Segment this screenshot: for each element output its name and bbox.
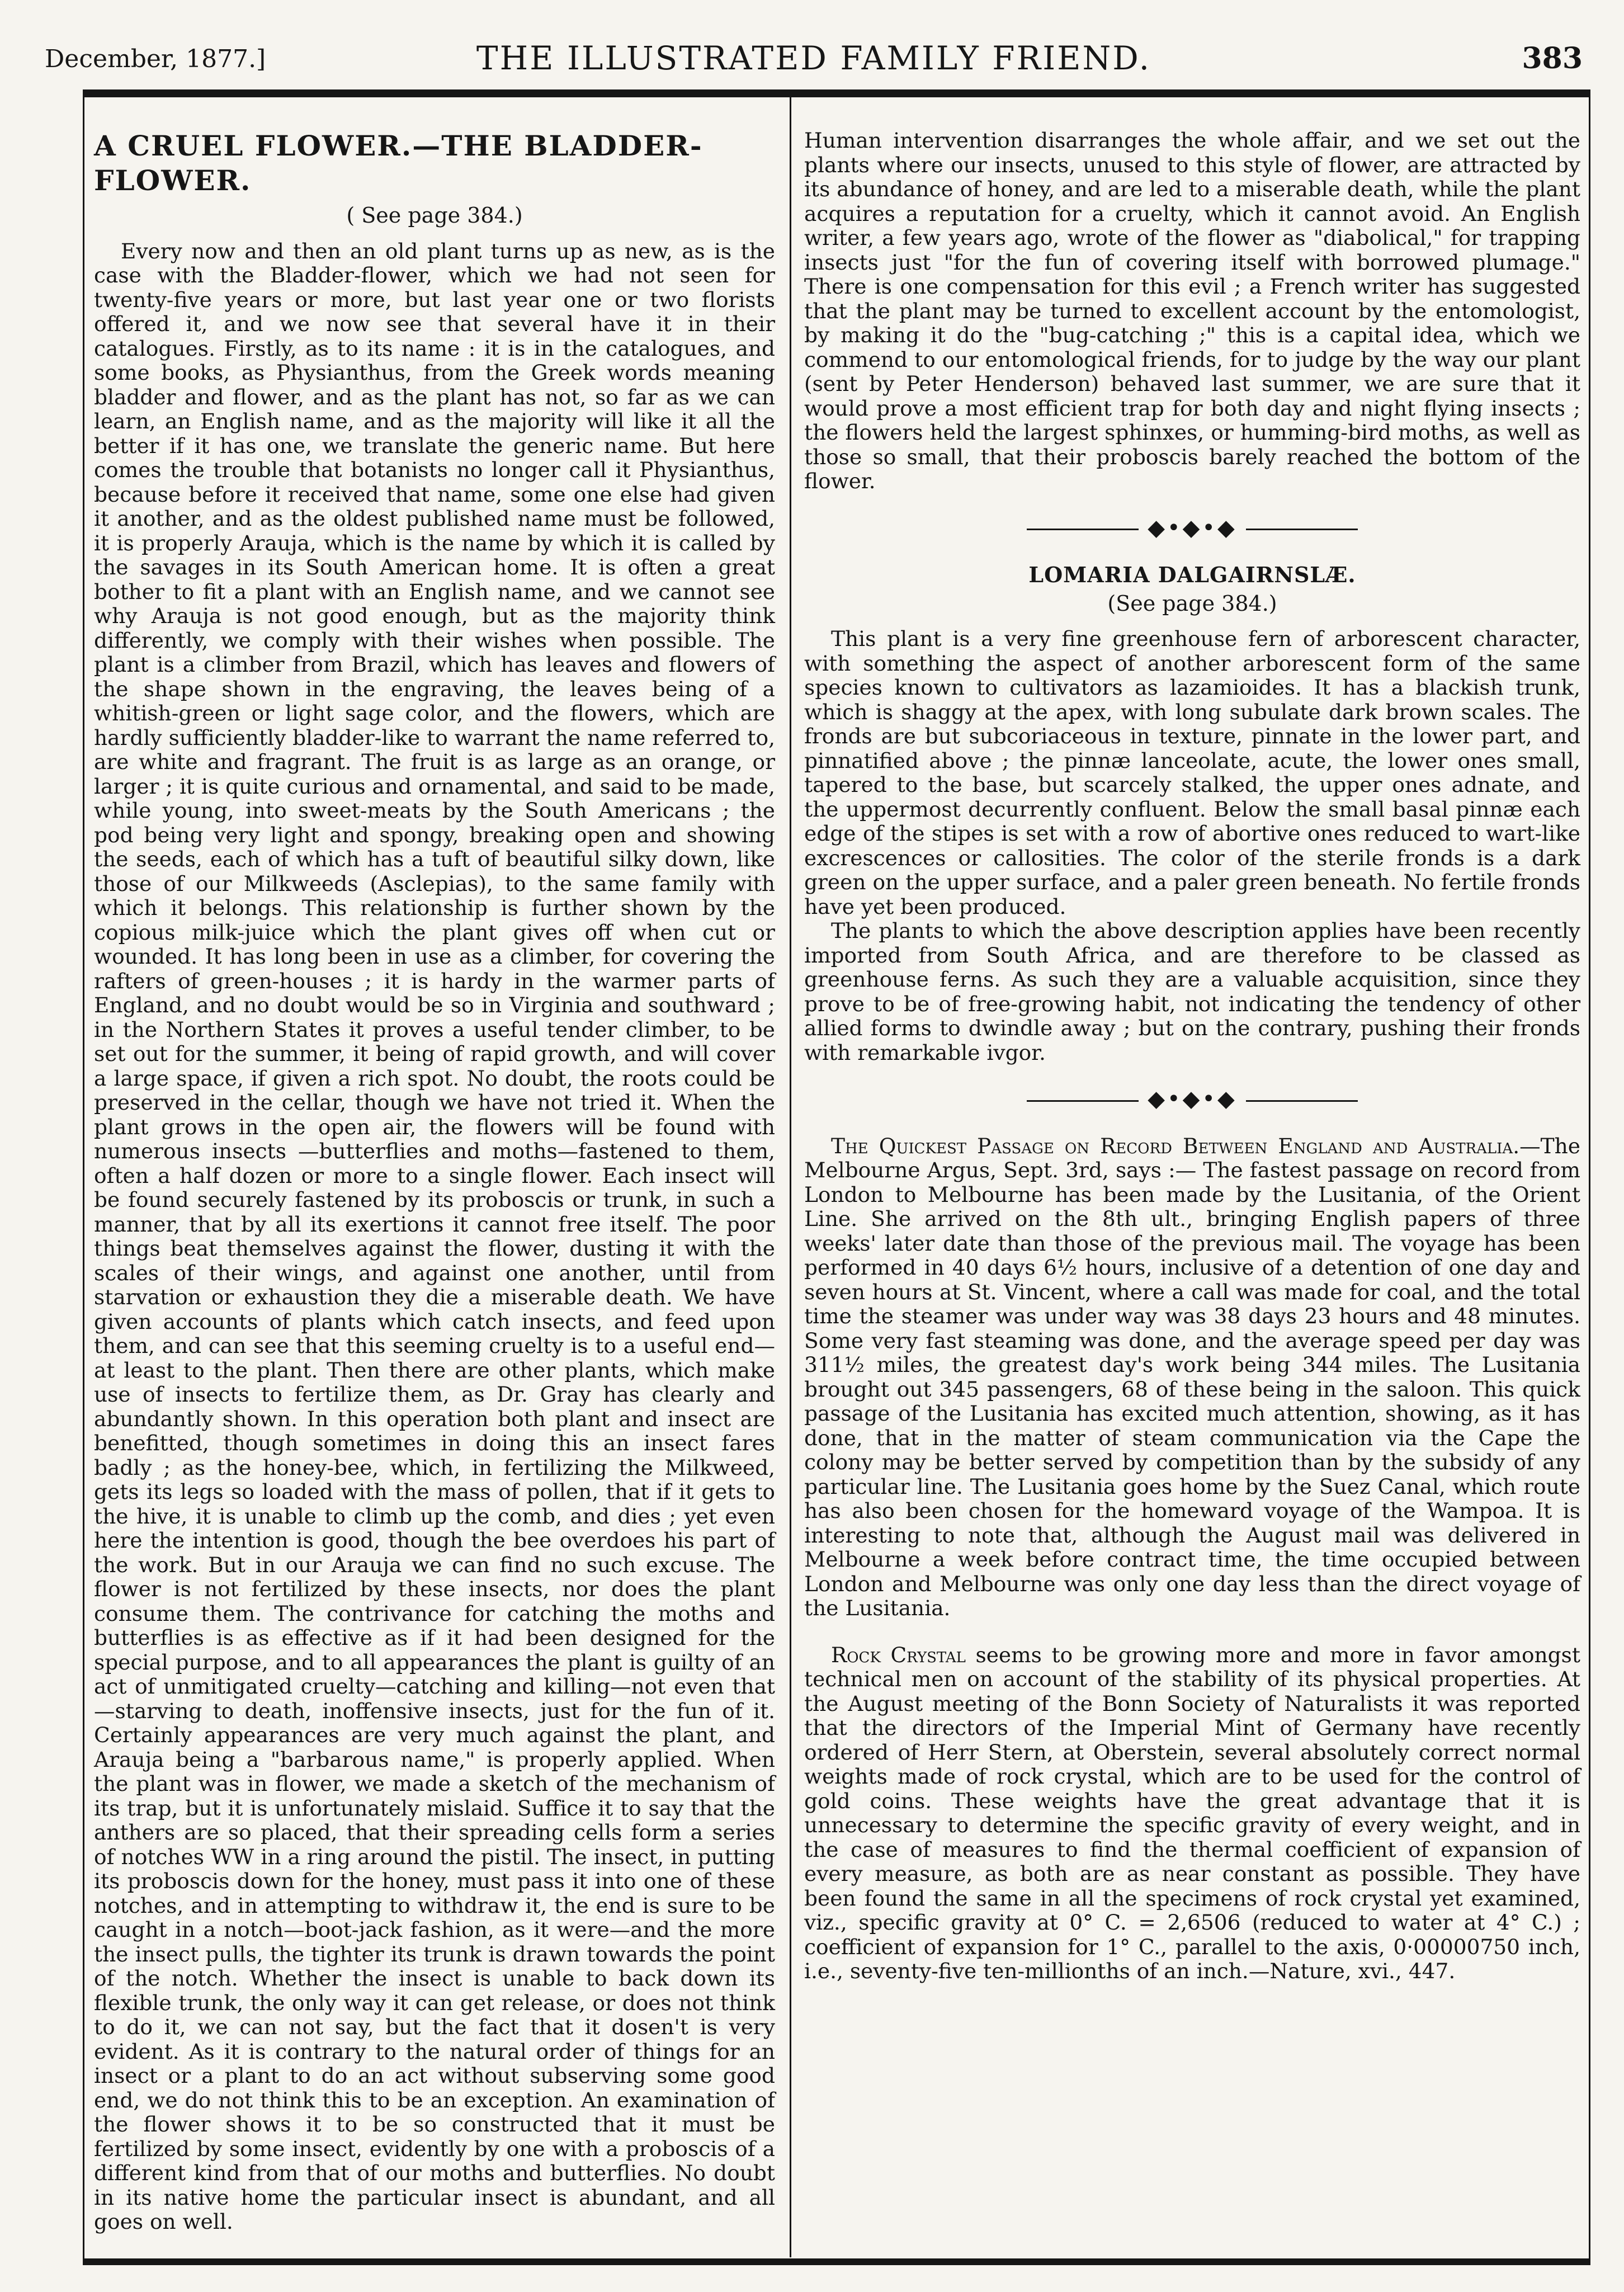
passage-article <box>804 1134 1580 1621</box>
running-head <box>45 28 1583 89</box>
ornament-glyphs: ◆•◆•◆ <box>1148 515 1237 541</box>
page-number: 383 <box>1522 41 1583 76</box>
publication-title: THE ILLUSTRATED FAMILY FRIEND. <box>476 39 1151 77</box>
ornament-rule-right <box>1246 1100 1358 1102</box>
section-ornament-2 <box>804 1087 1580 1112</box>
rock-crystal-article <box>804 1643 1580 1984</box>
lomaria-paragraph-1: This plant is a very fine greenhouse fern of arborescent character, with something the aspect of another arborescent form of the same species known to cultivators as lazamioides. It has a blackish trunk, which is shaggy at the apex, with long subulate dark brown scales. The fronds are but subcoriaceous in texture, pinnate in the lower part, and pinnatified above ; the pinnæ lanceolate, acute, the lower ones small, tapered to the base, but scarcely stalked, the upper ones adnate, and the uppermost decurrently confluent. Below the small basal pinnæ each edge of the stipes is set with a row of abortive ones reduced to wart-like excrescences or callosities. The color of the sterile fronds is a dark green on the upper surface, and a paler green beneath. No fertile fronds have yet been produced. <box>804 626 1580 919</box>
article-body-bladder-flower: Every now and then an old plant turns up as new, as is the case with the Bladder-flower, which we had not seen for twenty-five years or more, but last year one or two florists offered it, and we now see that several have it in their catalogues. Firstly, as to its name : it is in the catalogues, and some books, as Physianthus, from the Greek words meaning bladder and flower, and as the plant has not, so far as we can learn, an English name, and as the majority will like it all the better if it has one, we translate the generic name. But here comes the trouble that botanists no longer call it Physianthus, because before it received that name, some one else had given it another, and as the oldest published name must be followed, it is properly Arauja, which is the name by which it is called by the savages in its South American home. It is often a great bother to fit a plant with an English name, and we cannot see why Arauja is not good enough, but as the majority think differently, we comply with their wishes when possible. The plant is a climber from Brazil, which has leaves and flowers of the shape shown in the engraving, the leaves being of a whitish-green or light sage color, and the flowers, which are hardly sufficiently bladder-like to warrant the name referred to, are white and fragrant. The fruit is as large as an orange, or larger ; it is quite curious and ornamental, and said to be made, while young, into sweet-meats by the South Americans ; the pod being very light and spongy, breaking open and showing the seeds, each of which has a tuft of beautiful silky down, like those of our Milkweeds (Asclepias), to the same family with which it belongs. This relationship is further shown by the copious milk-juice which the plant gives off when cut or wounded. It has long been in use as a climber, for covering the rafters of green-houses ; it is hardy in the warmer parts of England, and no doubt would be so in Virginia and southward ; in the Northern States it proves a useful tender climber, to be set out for the summer, it being of rapid growth, and will cover a large space, if given a rich spot. No doubt, the roots could be preserved in the cellar, though we have not tried it. When the plant grows in the open air, the flowers will be found with numerous insects —butterflies and moths—fastened to them, often a half dozen or more to a single flower. Each insect will be found securely fastened by its proboscis or trunk, in such a manner, that by all its exertions it cannot free itself. The poor things beat themselves against the flower, dusting it with the scales of their wings, and against one another, until from starvation or exhaustion they die a miserable death. We have given accounts of plants which catch insects, and feed upon them, and can see that this seeming cruelty is to a useful end—at least to the plant. Then there are other plants, which make use of insects to fertilize them, as Dr. Gray has clearly and abundantly shown. In this operation both plant and insect are benefitted, though sometimes in doing this an insect fares badly ; as the honey-bee, which, in fertilizing the Milkweed, gets its legs so loaded with the mass of pollen, that if it gets to the hive, it is unable to climb up the comb, and dies ; yet even here the intention is good, though the bee overdoes his part of the work. But in our Arauja we can find no such excuse. The flower is not fertilized by these insects, nor does the plant consume them. The contrivance for catching the moths and butterflies is as effective as if it had been designed for the special purpose, and to all appearances the plant is guilty of an act of unmitigated cruelty—catching and killing—not even that —starving to death, inoffensive insects, just for the fun of it. Certainly appearances are very much against the plant, and Arauja being a "barbarous name," is properly applied. When the plant was in flower, we made a sketch of the mechanism of its trap, but it is unfortunately mislaid. Suffice it to say that the anthers are so placed, that their spreading cells form a series of notches WW in a ring around the pistil. The insect, in putting its proboscis down for the honey, must pass it into one of these notches, and in attempting to withdraw it, the end is sure to be caught in a notch—boot-jack fashion, as it were—and the more the insect pulls, the tighter its trunk is drawn towards the point of the notch. Whether the insect is unable to back down its flexible trunk, the only way it can get release, or does not think to do it, we can not say, but the fact that it dosen't is very evident. As it is contrary to the natural order of things for an insect or a plant to do an act without subserving some good end, we do not think this to be an exception. An examination of the flower shows it to be so constructed that it must be fertilized by some insect, evidently by one with a proboscis of a different kind from that of our moths and butterflies. No doubt in its native home the particular insect is abundant, and all goes on well. <box>94 238 775 2234</box>
article-continuation: Human intervention disarranges the whole affair, and we set out the plants where our insects, unused to this style of flower, are attracted by its abundance of honey, and are led to a miserable death, while the plant acquires a reputation for a cruelty, which it cannot avoid. An English writer, a few years ago, wrote of the flower as "diabolical," for trapping insects just "for the fun of covering itself with borrowed plumage." There is one compensation for this evil ; a French writer has suggested that the plant may be turned to excellent account by the entomologist, by making it do the "bug-catching ;" this is a capital idea, which we commend to our entomological friends, for to judge by the way our plant (sent by Peter Henderson) behaved last summer, we are sure that it would prove a most efficient trap for both day and night flying insects ; the flowers held the largest sphinxes, or humming-bird moths, as well as those so small, that their proboscis barely reached the bottom of the flower. <box>804 128 1580 493</box>
passage-body: —The Melbourne Argus, Sept. 3rd, says :— The fastest passage on record from London to Melbourne has been made by the Lusitania, of the Orient Line. She arrived on the 8th ult., bringing English papers of three weeks' later date than those of the previous mail. The voyage has been performed in 40 days 6½ hours, inclusive of a detention of one day and seven hours at St. Vincent, where a call was made for coal, and the total time the steamer was under way was 38 days 23 hours and 48 minutes. Some very fast steaming was done, and the average speed per day was 311½ miles, the greatest day's work being 344 miles. The Lusitania brought out 345 passengers, 68 of these being in the saloon. This quick passage of the Lusitania has excited much attention, showing, as it has done, that in the matter of steam communication via the Cape the colony may be better served by competition than by the subsidy of any particular line. The Lusitania goes home by the Suez Canal, which route has also been chosen for the homeward voyage of the Wampoa. It is interesting to note that, although the August mail was delivered in Melbourne a week before contract time, the time occupied between London and Melbourne was only one day less than the direct voyage of the Lusitania. <box>804 1133 1580 1620</box>
article-title-bladder-flower: A CRUEL FLOWER.—THE BLADDER-FLOWER. <box>94 129 703 197</box>
passage-heading: The Quickest Passage on Record Between England and Australia. <box>831 1133 1520 1158</box>
right-column <box>804 129 1580 1984</box>
left-column <box>94 129 775 2234</box>
column-divider <box>790 97 791 2257</box>
issue-date: December, 1877.] <box>45 45 266 73</box>
ornament-glyphs: ◆•◆•◆ <box>1148 1086 1237 1112</box>
rock-crystal-heading: Rock Crystal <box>831 1642 966 1667</box>
rock-crystal-body: seems to be growing more and more in favor amongst technical men on account of the stability of its physical properties. At the August meeting of the Bonn Society of Naturalists it was reported that the directors of the Imperial Mint of Germany have recently ordered of Herr Stern, at Oberstein, several absolutely correct normal weights made of rock crystal, which are to be used for the control of gold coins. These weights have the great advantage that it is unnecessary to determine the specific gravity of every weight, and in the case of measures to find the thermal coefficient of expansion of every measure, as both are as near constant as possible. They have been found the same in all the specimens of rock crystal yet examined, viz., specific gravity at 0° C. = 2,6506 (reduced to water at 4° C.) ; coefficient of expansion for 1° C., parallel to the axis, 0·00000750 inch, i.e., seventy-five ten-millionths of an inch.—Nature, xvi., 447. <box>804 1642 1581 1983</box>
see-page-reference: ( See page 384.) <box>346 203 523 228</box>
section-ornament <box>804 516 1580 541</box>
ornament-rule-left <box>1027 1100 1139 1102</box>
lomaria-paragraph-2: The plants to which the above description applies have been recently imported from South Africa, and are therefore to be classed as greenhouse ferns. As such they are a valuable acquisition, since they prove to be of free-growing habit, not indicating the tendency of other allied forms to dwindle away ; but on the contrary, pushing their fronds with remarkable ivgor. <box>804 918 1580 1065</box>
article-title-lomaria: LOMARIA DALGAIRNSLÆ. <box>1028 562 1356 587</box>
see-page-reference-lomaria: (See page 384.) <box>1107 591 1277 616</box>
ornament-rule-right <box>1246 529 1358 530</box>
ornament-rule-left <box>1027 529 1139 530</box>
